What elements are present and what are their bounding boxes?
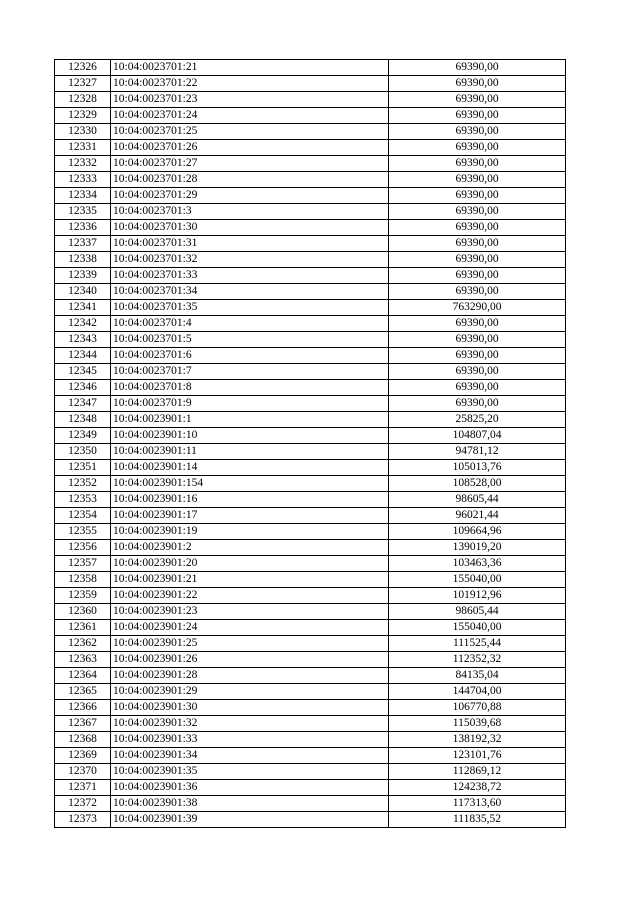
value-cell: 111525,44 (389, 636, 566, 652)
row-number-cell: 12368 (55, 732, 111, 748)
value-cell: 69390,00 (389, 332, 566, 348)
value-cell: 117313,60 (389, 796, 566, 812)
row-number-cell: 12349 (55, 428, 111, 444)
table-row (55, 300, 566, 316)
table-row (55, 172, 566, 188)
cadastral-number-cell: 10:04:0023901:25 (111, 636, 389, 652)
row-number-cell: 12340 (55, 284, 111, 300)
value-cell: 155040,00 (389, 572, 566, 588)
table-row (55, 220, 566, 236)
row-number-cell: 12372 (55, 796, 111, 812)
value-cell: 69390,00 (389, 268, 566, 284)
cadastral-number-cell: 10:04:0023901:1 (111, 412, 389, 428)
table-row (55, 124, 566, 140)
cadastral-number-cell: 10:04:0023901:34 (111, 748, 389, 764)
row-number-cell: 12345 (55, 364, 111, 380)
cadastral-number-cell: 10:04:0023901:33 (111, 732, 389, 748)
cadastral-number-cell: 10:04:0023901:154 (111, 476, 389, 492)
row-number-cell: 12346 (55, 380, 111, 396)
table-row (55, 572, 566, 588)
table-row (55, 524, 566, 540)
cadastral-number-cell: 10:04:0023901:39 (111, 812, 389, 828)
value-cell: 112352,32 (389, 652, 566, 668)
value-cell: 96021,44 (389, 508, 566, 524)
table-row (55, 188, 566, 204)
cadastral-number-cell: 10:04:0023901:11 (111, 444, 389, 460)
table-row (55, 700, 566, 716)
value-cell: 115039,68 (389, 716, 566, 732)
row-number-cell: 12351 (55, 460, 111, 476)
value-cell: 94781,12 (389, 444, 566, 460)
value-cell: 69390,00 (389, 172, 566, 188)
value-cell: 98605,44 (389, 492, 566, 508)
table-row (55, 348, 566, 364)
table-row (55, 428, 566, 444)
cadastral-number-cell: 10:04:0023901:2 (111, 540, 389, 556)
cadastral-number-cell: 10:04:0023701:27 (111, 156, 389, 172)
cadastral-number-cell: 10:04:0023701:4 (111, 316, 389, 332)
table-row (55, 732, 566, 748)
cadastral-number-cell: 10:04:0023901:36 (111, 780, 389, 796)
value-cell: 25825,20 (389, 412, 566, 428)
row-number-cell: 12332 (55, 156, 111, 172)
value-cell: 111835,52 (389, 812, 566, 828)
row-number-cell: 12338 (55, 252, 111, 268)
cadastral-number-cell: 10:04:0023901:28 (111, 668, 389, 684)
value-cell: 144704,00 (389, 684, 566, 700)
table-row (55, 60, 566, 76)
table-row (55, 76, 566, 92)
table-row (55, 556, 566, 572)
table-row (55, 684, 566, 700)
value-cell: 108528,00 (389, 476, 566, 492)
row-number-cell: 12333 (55, 172, 111, 188)
row-number-cell: 12344 (55, 348, 111, 364)
table-row (55, 236, 566, 252)
value-cell: 69390,00 (389, 348, 566, 364)
cadastral-number-cell: 10:04:0023901:24 (111, 620, 389, 636)
row-number-cell: 12335 (55, 204, 111, 220)
value-cell: 69390,00 (389, 92, 566, 108)
table-row (55, 780, 566, 796)
cadastral-number-cell: 10:04:0023901:26 (111, 652, 389, 668)
value-cell: 123101,76 (389, 748, 566, 764)
table-row (55, 540, 566, 556)
value-cell: 106770,88 (389, 700, 566, 716)
value-cell: 69390,00 (389, 236, 566, 252)
row-number-cell: 12357 (55, 556, 111, 572)
table-row (55, 796, 566, 812)
value-cell: 69390,00 (389, 380, 566, 396)
row-number-cell: 12359 (55, 588, 111, 604)
data-table (54, 59, 566, 828)
table-row (55, 476, 566, 492)
table-row (55, 108, 566, 124)
cadastral-number-cell: 10:04:0023701:6 (111, 348, 389, 364)
cadastral-number-cell: 10:04:0023701:22 (111, 76, 389, 92)
row-number-cell: 12331 (55, 140, 111, 156)
cadastral-number-cell: 10:04:0023901:30 (111, 700, 389, 716)
value-cell: 84135,04 (389, 668, 566, 684)
row-number-cell: 12347 (55, 396, 111, 412)
row-number-cell: 12328 (55, 92, 111, 108)
row-number-cell: 12362 (55, 636, 111, 652)
cadastral-number-cell: 10:04:0023701:8 (111, 380, 389, 396)
value-cell: 69390,00 (389, 316, 566, 332)
row-number-cell: 12363 (55, 652, 111, 668)
row-number-cell: 12339 (55, 268, 111, 284)
table-row (55, 764, 566, 780)
cadastral-number-cell: 10:04:0023701:21 (111, 60, 389, 76)
cadastral-number-cell: 10:04:0023701:24 (111, 108, 389, 124)
row-number-cell: 12342 (55, 316, 111, 332)
row-number-cell: 12350 (55, 444, 111, 460)
value-cell: 69390,00 (389, 156, 566, 172)
value-cell: 69390,00 (389, 364, 566, 380)
value-cell: 69390,00 (389, 252, 566, 268)
table-row (55, 316, 566, 332)
table-row (55, 268, 566, 284)
row-number-cell: 12343 (55, 332, 111, 348)
table-row (55, 604, 566, 620)
row-number-cell: 12367 (55, 716, 111, 732)
cadastral-number-cell: 10:04:0023701:23 (111, 92, 389, 108)
value-cell: 109664,96 (389, 524, 566, 540)
cadastral-number-cell: 10:04:0023701:29 (111, 188, 389, 204)
value-cell: 69390,00 (389, 188, 566, 204)
value-cell: 69390,00 (389, 76, 566, 92)
value-cell: 69390,00 (389, 108, 566, 124)
cadastral-number-cell: 10:04:0023901:19 (111, 524, 389, 540)
table-row (55, 92, 566, 108)
cadastral-number-cell: 10:04:0023701:9 (111, 396, 389, 412)
value-cell: 138192,32 (389, 732, 566, 748)
value-cell: 103463,36 (389, 556, 566, 572)
table-row (55, 140, 566, 156)
cadastral-number-cell: 10:04:0023901:14 (111, 460, 389, 476)
row-number-cell: 12336 (55, 220, 111, 236)
value-cell: 124238,72 (389, 780, 566, 796)
row-number-cell: 12365 (55, 684, 111, 700)
row-number-cell: 12337 (55, 236, 111, 252)
table-row (55, 396, 566, 412)
table-row (55, 716, 566, 732)
table-row (55, 652, 566, 668)
table-row (55, 748, 566, 764)
table-row (55, 380, 566, 396)
cadastral-number-cell: 10:04:0023701:31 (111, 236, 389, 252)
row-number-cell: 12366 (55, 700, 111, 716)
row-number-cell: 12361 (55, 620, 111, 636)
cadastral-number-cell: 10:04:0023701:7 (111, 364, 389, 380)
row-number-cell: 12360 (55, 604, 111, 620)
cadastral-number-cell: 10:04:0023901:35 (111, 764, 389, 780)
table-row (55, 156, 566, 172)
cadastral-number-cell: 10:04:0023701:32 (111, 252, 389, 268)
table-row (55, 284, 566, 300)
row-number-cell: 12370 (55, 764, 111, 780)
row-number-cell: 12364 (55, 668, 111, 684)
cadastral-number-cell: 10:04:0023901:29 (111, 684, 389, 700)
cadastral-number-cell: 10:04:0023901:22 (111, 588, 389, 604)
table-row (55, 492, 566, 508)
value-cell: 104807,04 (389, 428, 566, 444)
value-cell: 69390,00 (389, 60, 566, 76)
table-body (55, 60, 566, 828)
row-number-cell: 12356 (55, 540, 111, 556)
cadastral-number-cell: 10:04:0023701:3 (111, 204, 389, 220)
value-cell: 69390,00 (389, 204, 566, 220)
value-cell: 105013,76 (389, 460, 566, 476)
row-number-cell: 12327 (55, 76, 111, 92)
table-row (55, 332, 566, 348)
cadastral-number-cell: 10:04:0023701:33 (111, 268, 389, 284)
cadastral-number-cell: 10:04:0023901:38 (111, 796, 389, 812)
cadastral-number-cell: 10:04:0023701:35 (111, 300, 389, 316)
value-cell: 69390,00 (389, 284, 566, 300)
value-cell: 69390,00 (389, 124, 566, 140)
cadastral-number-cell: 10:04:0023901:23 (111, 604, 389, 620)
table-row (55, 204, 566, 220)
cadastral-number-cell: 10:04:0023701:5 (111, 332, 389, 348)
row-number-cell: 12373 (55, 812, 111, 828)
value-cell: 139019,20 (389, 540, 566, 556)
row-number-cell: 12355 (55, 524, 111, 540)
table-row (55, 252, 566, 268)
value-cell: 69390,00 (389, 220, 566, 236)
table-row (55, 588, 566, 604)
value-cell: 155040,00 (389, 620, 566, 636)
value-cell: 763290,00 (389, 300, 566, 316)
row-number-cell: 12353 (55, 492, 111, 508)
value-cell: 98605,44 (389, 604, 566, 620)
table-row (55, 812, 566, 828)
table-row (55, 636, 566, 652)
cadastral-number-cell: 10:04:0023901:16 (111, 492, 389, 508)
table-row (55, 364, 566, 380)
cadastral-number-cell: 10:04:0023701:28 (111, 172, 389, 188)
value-cell: 101912,96 (389, 588, 566, 604)
row-number-cell: 12354 (55, 508, 111, 524)
row-number-cell: 12348 (55, 412, 111, 428)
cadastral-number-cell: 10:04:0023901:32 (111, 716, 389, 732)
row-number-cell: 12358 (55, 572, 111, 588)
cadastral-number-cell: 10:04:0023901:20 (111, 556, 389, 572)
value-cell: 69390,00 (389, 140, 566, 156)
cadastral-number-cell: 10:04:0023701:25 (111, 124, 389, 140)
row-number-cell: 12330 (55, 124, 111, 140)
cadastral-number-cell: 10:04:0023701:34 (111, 284, 389, 300)
table-row (55, 412, 566, 428)
table-row (55, 620, 566, 636)
value-cell: 69390,00 (389, 396, 566, 412)
cadastral-number-cell: 10:04:0023701:26 (111, 140, 389, 156)
cadastral-number-cell: 10:04:0023701:30 (111, 220, 389, 236)
cadastral-number-cell: 10:04:0023901:17 (111, 508, 389, 524)
row-number-cell: 12369 (55, 748, 111, 764)
row-number-cell: 12326 (55, 60, 111, 76)
cadastral-number-cell: 10:04:0023901:21 (111, 572, 389, 588)
cadastral-number-cell: 10:04:0023901:10 (111, 428, 389, 444)
row-number-cell: 12352 (55, 476, 111, 492)
row-number-cell: 12371 (55, 780, 111, 796)
table-row (55, 460, 566, 476)
value-cell: 112869,12 (389, 764, 566, 780)
row-number-cell: 12334 (55, 188, 111, 204)
row-number-cell: 12341 (55, 300, 111, 316)
row-number-cell: 12329 (55, 108, 111, 124)
table-row (55, 508, 566, 524)
table-row (55, 444, 566, 460)
table-row (55, 668, 566, 684)
